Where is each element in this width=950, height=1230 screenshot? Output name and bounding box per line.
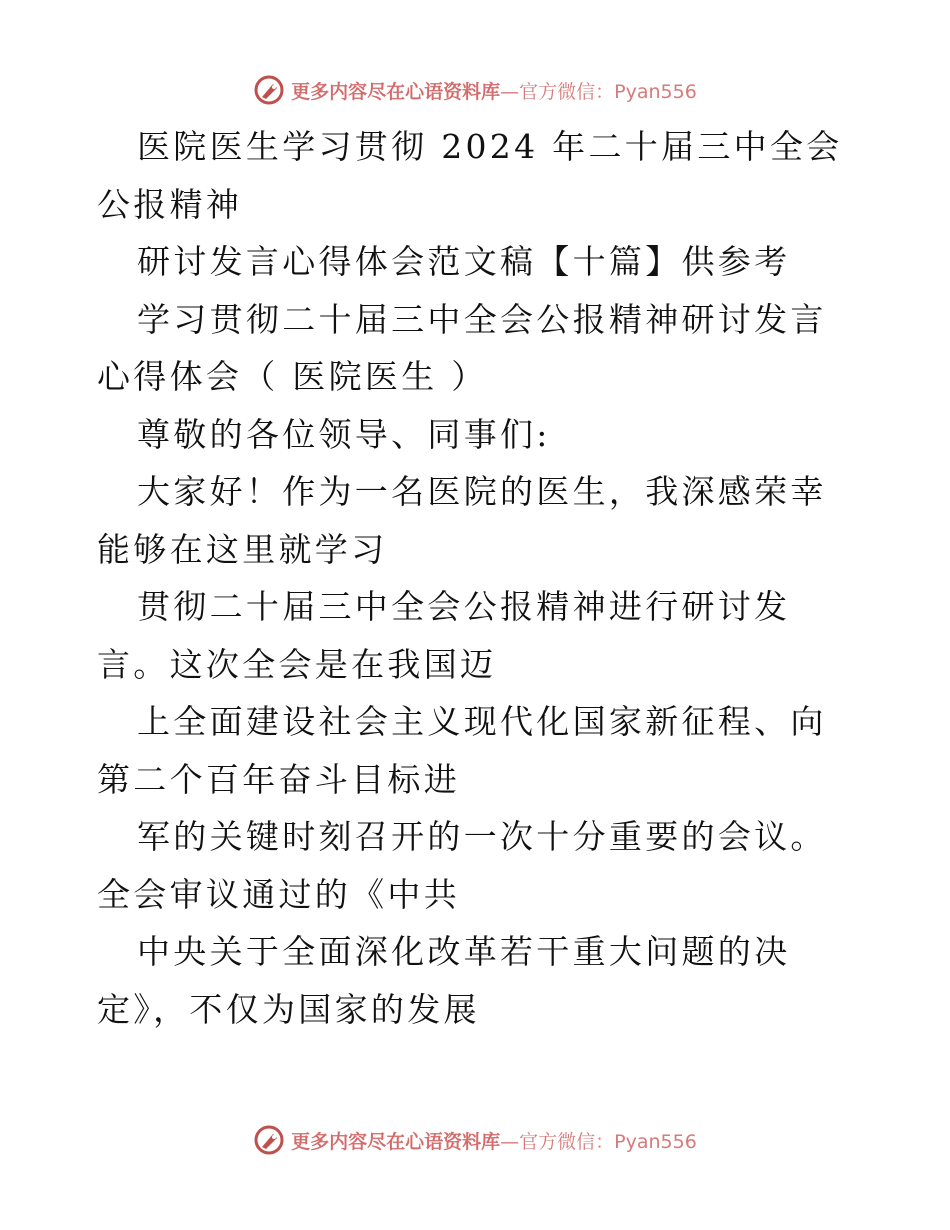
footer-watermark-text [291, 1127, 697, 1154]
pen-nib-logo-icon [253, 1124, 285, 1156]
body-paragraph: 大家好！作为一名医院的医生，我深感荣幸能够在这里就学习 [97, 472, 827, 569]
footer-watermark [0, 1120, 950, 1160]
header-watermark-brand: 更多内容尽在心语资料库 [291, 80, 501, 103]
body-paragraph: 军的关键时刻召开的一次十分重要的会议。 全会审议通过的《中共 [97, 817, 827, 914]
header-watermark-dash: — [500, 80, 520, 103]
document-body [97, 118, 857, 1038]
body-paragraph: 中央关于全面深化改革若干重大问题的决定》，不仅为国家的发展 [97, 932, 791, 1029]
body-paragraph: 上全面建设社会主义现代化国家新征程、向第二个百年奋斗目标进 [97, 702, 827, 799]
document-title-line-1: 医院医生学习贯彻 2024 年二十届三中全会公报精神 [97, 127, 843, 224]
body-paragraph: 贯彻二十届三中全会公报精神进行研讨发言。这次全会是在我国迈 [97, 587, 791, 684]
header-watermark [0, 70, 950, 110]
header-watermark-text [291, 77, 697, 104]
document-title-line-2: 研讨发言心得体会范文稿【十篇】供参考 [137, 242, 791, 281]
footer-watermark-suffix: 官方微信：Pyan556 [519, 1130, 697, 1153]
footer-watermark-dash: — [500, 1130, 520, 1153]
salutation: 尊敬的各位领导、同事们: [137, 414, 551, 454]
header-watermark-suffix: 官方微信：Pyan556 [519, 80, 697, 103]
document-subtitle: 学习贯彻二十届三中全会公报精神研讨发言心得体会（ 医院医生 ） [97, 299, 827, 396]
pen-nib-logo-icon [253, 74, 285, 106]
footer-watermark-brand: 更多内容尽在心语资料库 [291, 1130, 501, 1153]
